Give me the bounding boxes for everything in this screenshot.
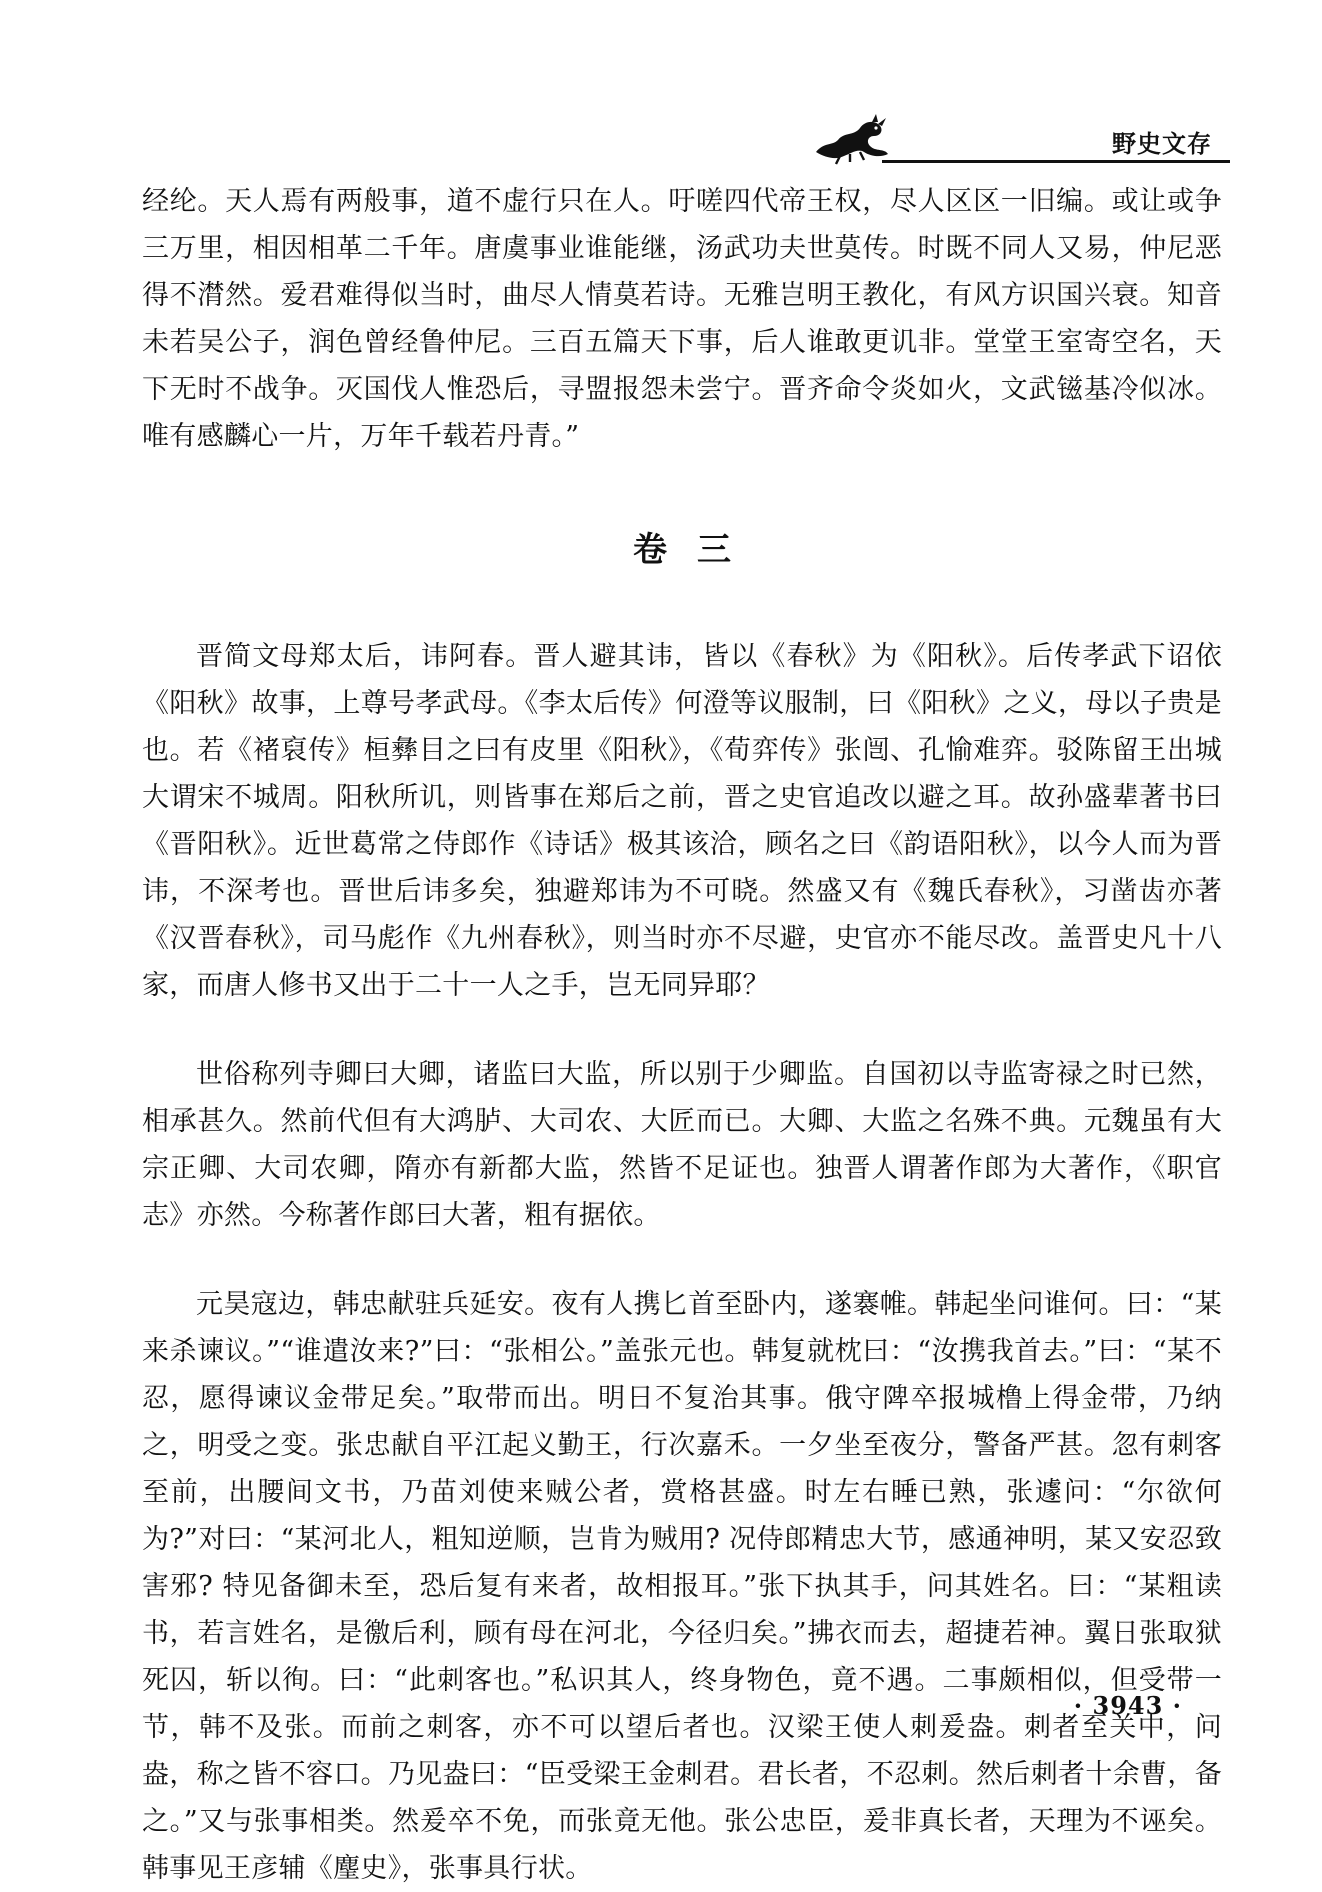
opening-paragraph: 经纶。天人焉有两般事，道不虚行只在人。吁嗟四代帝王权，尽人区区一旧编。或让或争三万里，相因相革二千年。唐虞事业谁能继，汤武功夫世莫传。时既不同人又易，仲尼恶得不潸然。爱君难得似当时，曲尽人情莫若诗。无雅岂明王教化，有风方识国兴衰。知音未若吴公子，润色曾经鲁仲尼。三百五篇天下事，后人谁敢更讥非。堂堂王室寄空名，天下无时不战争。灭国伐人惟恐后，寻盟报怨未尝宁。晋齐命令炎如火，文武镃基冷似冰。唯有感麟心一片，万年千载若丹青。” [142, 186, 1222, 452]
dragon-icon [810, 112, 894, 166]
paragraph-3: 元昊寇边，韩忠献驻兵延安。夜有人携匕首至卧内，遂褰帷。韩起坐问谁何。曰：“某来杀谏议。”“谁遣汝来?”曰：“张相公。”盖张元也。韩复就枕曰：“汝携我首去。”曰：“某不忍，愿得谏议金带足矣。”取带而出。明日不复治其事。俄守陴卒报城橹上得金带，乃纳之，明受之变。张忠献自平江起义勤王，行次嘉禾。一夕坐至夜分，警备严甚。忽有刺客至前，出腰间文书，乃苗刘使来贼公者，赏格甚盛。时左右睡已熟，张遽问：“尔欲何为?”对曰：“某河北人，粗知逆顺，岂肯为贼用? 况侍郎精忠大节，感通神明，某又安忍致害邪? 特见备御未至，恐后复有来者，故相报耳。”张下执其手，问其姓名。曰：“某粗读书，若言姓名，是徼后利，顾有母在河北，今径归矣。”拂衣而去，超捷若神。翼日张取狱死囚，斩以徇。曰：“此刺客也。”私识其人，终身物色，竟不遇。二事颇相似，但受带一节，韩不及张。而前之刺客，亦不可以望后者也。汉梁王使人刺爰盎。刺者至关中，问盎，称之皆不容口。乃见盎曰：“臣受梁王金刺君。君长者，不忍刺。然后刺者十余曹，备之。”又与张事相类。然爰卒不免，而张竟无他。张公忠臣，爰非真长者，天理为不诬矣。韩事见王彦辅《麈史》，张事具行状。 [142, 1289, 1222, 1884]
page-number: · 3943 · [1073, 1691, 1182, 1720]
header-title: 野史文存 [1112, 130, 1212, 158]
section-title: 卷三 [633, 530, 761, 570]
running-header [800, 110, 1230, 166]
header-rule [882, 160, 1230, 163]
page-body [142, 178, 1222, 1892]
paragraph-1: 晋简文母郑太后，讳阿春。晋人避其讳，皆以《春秋》为《阳秋》。后传孝武下诏依《阳秋》故事，上尊号孝武母。《李太后传》何澄等议服制，曰《阳秋》之义，母以子贵是也。若《褚裒传》桓彝目之曰有皮里《阳秋》，《荀弈传》张闿、孔愉难弈。驳陈留王出城大谓宋不城周。阳秋所讥，则皆事在郑后之前，晋之史官追改以避之耳。故孙盛辈著书曰《晋阳秋》。近世葛常之侍郎作《诗话》极其该洽，顾名之曰《韵语阳秋》，以今人而为晋讳，不深考也。晋世后讳多矣，独避郑讳为不可晓。然盛又有《魏氏春秋》，习凿齿亦著《汉晋春秋》，司马彪作《九州春秋》，则当时亦不尽避，史官亦不能尽改。盖晋史凡十八家，而唐人修书又出于二十一人之手，岂无同异耶？ [142, 641, 1222, 1001]
paragraph-2: 世俗称列寺卿曰大卿，诸监曰大监，所以别于少卿监。自国初以寺监寄禄之时已然，相承甚久。然前代但有大鸿胪、大司农、大匠而已。大卿、大监之名殊不典。元魏虽有大宗正卿、大司农卿，隋亦有新都大监，然皆不足证也。独晋人谓著作郎为大著作，《职官志》亦然。今称著作郎曰大著，粗有据依。 [142, 1059, 1222, 1231]
